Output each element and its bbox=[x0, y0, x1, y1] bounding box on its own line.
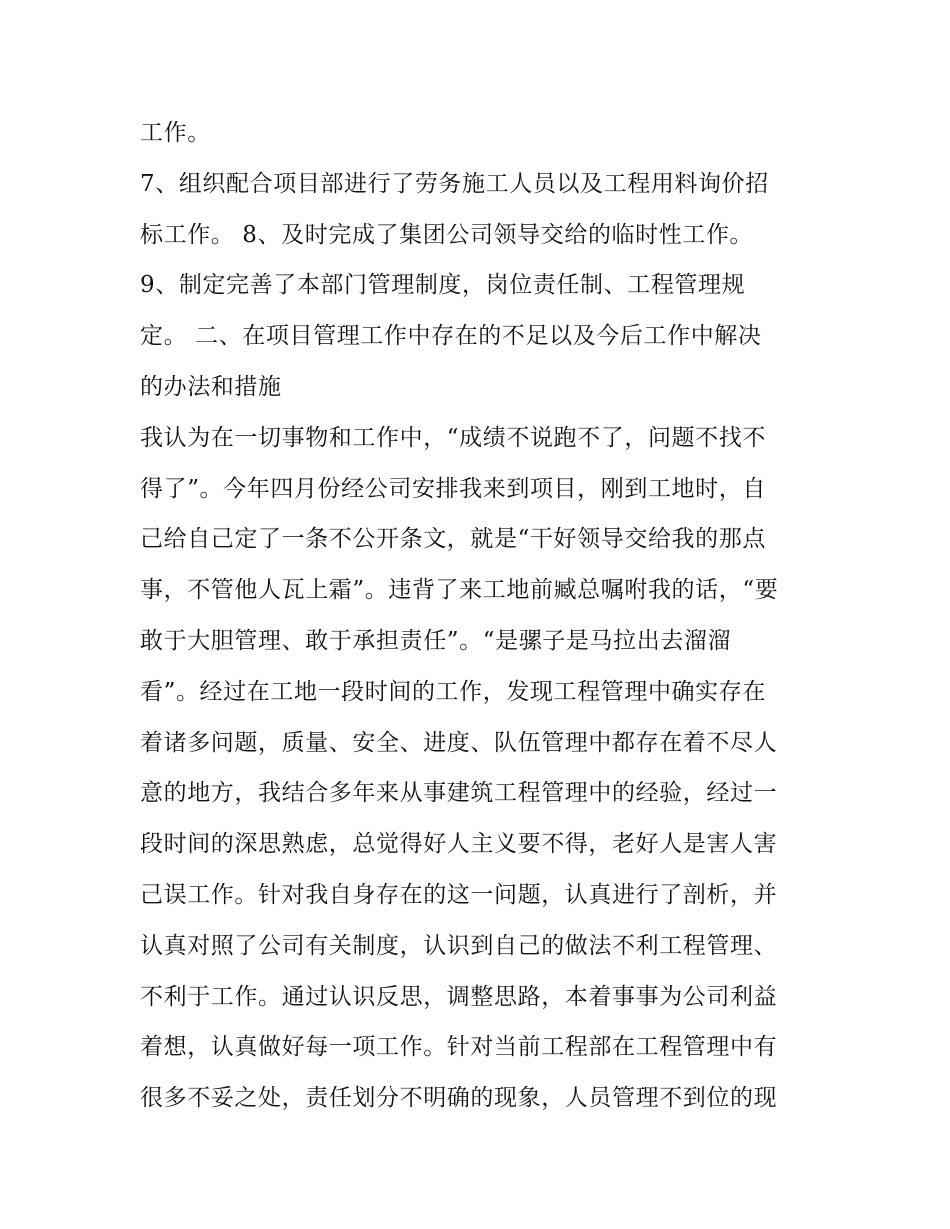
text-line: 己误工作。针对我自身存在的这一问题，认真进行了剖析，并 bbox=[140, 881, 778, 908]
text-line: 着想，认真做好每一项工作。针对当前工程部在工程管理中有 bbox=[140, 1034, 778, 1061]
text-line: 着诸多问题，质量、安全、进度、队伍管理中都存在着不尽人 bbox=[140, 729, 778, 756]
text-line: 认真对照了公司有关制度，认识到自己的做法不利工程管理、 bbox=[140, 932, 778, 959]
text-line: 得了”。今年四月份经公司安排我来到项目，刚到工地时，自 bbox=[140, 475, 766, 502]
text-line: 事，不管他人瓦上霜”。违背了来工地前臧总嘱咐我的话，“要 bbox=[140, 577, 779, 604]
text-line: 己给自己定了一条不公开条文，就是“干好领导交给我的那点 bbox=[140, 526, 766, 553]
text-line: 段时间的深思熟虑，总觉得好人主义要不得，老好人是害人害 bbox=[140, 831, 778, 858]
text-line: 不利于工作。通过认识反思，调整思路，本着事事为公司利益 bbox=[140, 983, 778, 1010]
text-line: 看”。经过在工地一段时间的工作，发现工程管理中确实存在 bbox=[140, 678, 766, 705]
text-line: 9、制定完善了本部门管理制度，岗位责任制、工程管理规 bbox=[140, 272, 746, 299]
text-line: 很多不妥之处，责任划分不明确的现象，人员管理不到位的现 bbox=[140, 1085, 778, 1112]
document-body bbox=[140, 108, 820, 1124]
text-line: 工作。 bbox=[140, 120, 211, 146]
text-line: 标工作。 8、及时完成了集团公司领导交给的临时性工作。 bbox=[140, 221, 754, 248]
text-line: 的办法和措施 bbox=[140, 373, 282, 400]
text-line: 定。 二、在项目管理工作中存在的不足以及今后工作中解决 bbox=[140, 323, 762, 350]
text-line: 7、组织配合项目部进行了劳务施工人员以及工程用料询价招 bbox=[140, 170, 769, 197]
text-line: 我认为在一切事物和工作中，“成绩不说跑不了，问题不找不 bbox=[140, 424, 766, 451]
text-line: 意的地方，我结合多年来从事建筑工程管理中的经验，经过一 bbox=[140, 780, 778, 807]
text-line: 敢于大胆管理、敢于承担责任”。“是骡子是马拉出去溜溜 bbox=[140, 627, 732, 654]
